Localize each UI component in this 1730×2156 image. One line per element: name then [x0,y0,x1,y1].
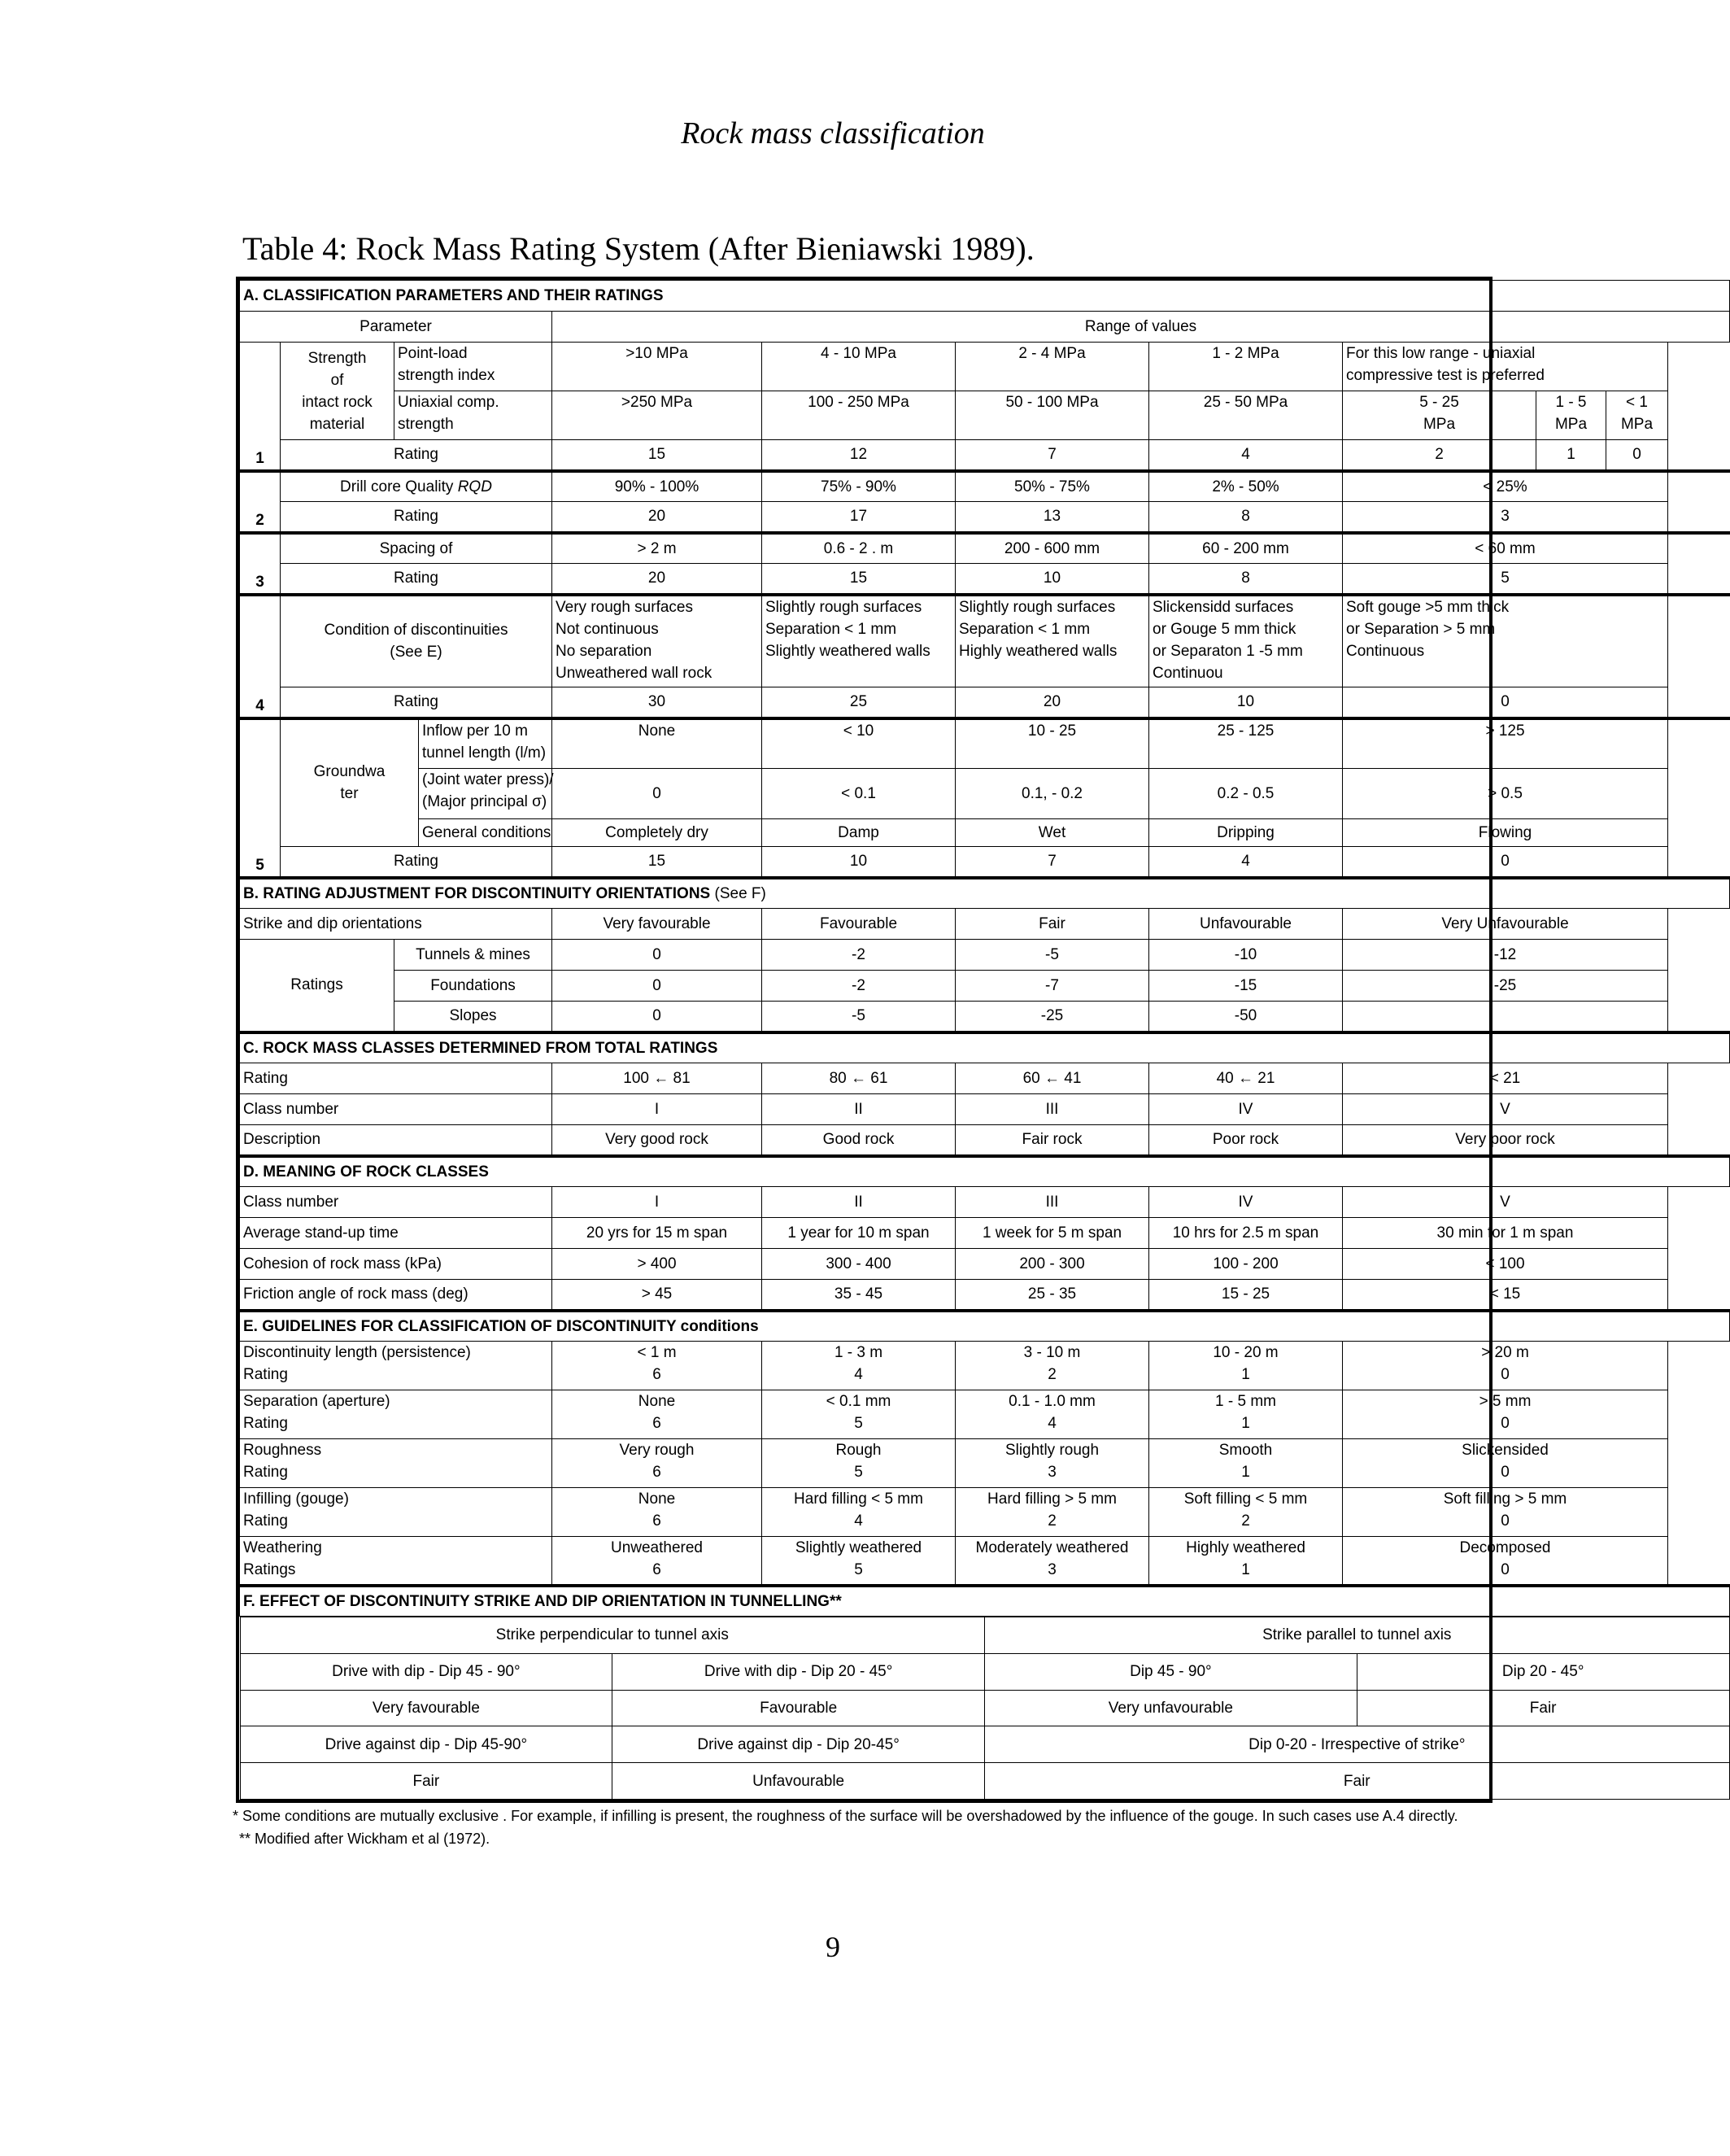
value-cell: Dripping [1149,819,1343,847]
value-cell: 20 [552,502,762,533]
value-cell: -2 [762,971,956,1002]
value-cell: Drive against dip - Dip 45-90° [240,1726,612,1763]
value-cell: 20 yrs for 15 m span [552,1218,762,1249]
parameter-name: Condition of discontinuities (See E) [281,595,552,687]
value-cell: >10 MPa [552,343,762,391]
value-cell: Very good rock [552,1125,762,1156]
value-cell: Hard filling > 5 mm 2 [956,1488,1149,1537]
parameter-number: 3 [240,533,281,595]
running-header: Rock mass classification [681,116,985,151]
value-cell: 0 [552,769,762,819]
value-cell: 25 - 50 MPa [1149,391,1343,440]
value-cell: 10 [956,564,1149,595]
value-cell: 10 [762,847,956,878]
value-cell: Slickensided 0 [1343,1439,1668,1488]
value-cell: Smooth 1 [1149,1439,1343,1488]
table-caption: Table 4: Rock Mass Rating System (After Bieniawski 1989). [242,230,1035,267]
parameter-number: 2 [240,471,281,533]
value-cell: 8 [1149,502,1343,533]
parameter-name: General conditions [419,819,552,847]
value-cell: Very unfavourable [985,1690,1357,1726]
row-label: Friction angle of rock mass (deg) [240,1280,552,1311]
parameter-number: 1 [240,343,281,471]
value-cell: 20 [956,687,1149,718]
value-cell: Dip 20 - 45° [1357,1653,1729,1690]
value-cell: 80 ← 61 [762,1063,956,1094]
value-cell: Drive with dip - Dip 20 - 45° [612,1653,985,1690]
value-cell: I [552,1187,762,1218]
row-label: Roughness Rating [240,1439,552,1488]
row-label: Infilling (gouge) Rating [240,1488,552,1537]
value-cell: 13 [956,502,1149,533]
value-cell: Very rough surfaces Not continuous No separation Unweathered wall rock [552,595,762,687]
value-cell: Favourable [612,1690,985,1726]
row-label: Description [240,1125,552,1156]
value-cell: For this low range - uniaxial compressive test is preferred [1343,343,1668,391]
value-cell: None 6 [552,1390,762,1439]
value-cell: 100 - 250 MPa [762,391,956,440]
value-cell: I [552,1094,762,1125]
value-cell: Damp [762,819,956,847]
rating-cell: 2 [1343,440,1536,471]
value-cell: 8 [1149,564,1343,595]
value-cell: None 6 [552,1488,762,1537]
parameter-number: 5 [240,718,281,878]
value-cell: > 45 [552,1280,762,1311]
value-cell: Good rock [762,1125,956,1156]
value-cell: 15 [762,564,956,595]
value-cell: 5 [1343,564,1668,595]
value-cell: 25 [762,687,956,718]
rating-cell: 4 [1149,440,1343,471]
value-cell: IV [1149,1187,1343,1218]
value-cell: -25 [1343,971,1668,1002]
value-cell: Fair rock [956,1125,1149,1156]
value-cell: 1 - 2 MPa [1149,343,1343,391]
value-cell: Favourable [762,909,956,940]
section-header: F. EFFECT OF DISCONTINUITY STRIKE AND DIP ORIENTATION IN TUNNELLING** [240,1586,1730,1617]
value-cell: 3 [1343,502,1668,533]
value-cell: Slightly rough 3 [956,1439,1149,1488]
column-header: Parameter [240,312,552,343]
column-header: Range of values [552,312,1730,343]
value-cell: Slightly weathered 5 [762,1537,956,1586]
value-cell: < 21 [1343,1063,1668,1094]
rating-label: Rating [281,502,552,533]
parameter-name: Drill core Quality RQD [281,471,552,502]
value-cell: 50 - 100 MPa [956,391,1149,440]
row-label: Class number [240,1094,552,1125]
value-cell: Rough 5 [762,1439,956,1488]
value-cell: 1 - 3 m 4 [762,1342,956,1390]
value-cell [1343,1002,1668,1032]
rating-label: Rating [281,564,552,595]
value-cell: Decomposed 0 [1343,1537,1668,1586]
parameter-name: Inflow per 10 m tunnel length (l/m) [419,718,552,769]
parameter-name: Groundwa ter [281,718,419,847]
value-cell: V [1343,1094,1668,1125]
value-cell: 200 - 300 [956,1249,1149,1280]
value-cell: None [552,718,762,769]
section-header: D. MEANING OF ROCK CLASSES [240,1156,1730,1187]
parameter-name: Strength of intact rock material [281,343,394,440]
value-cell: Completely dry [552,819,762,847]
section-header: B. RATING ADJUSTMENT FOR DISCONTINUITY ORIENTATIONS (See F) [240,878,1730,909]
value-cell: 2 - 4 MPa [956,343,1149,391]
value-cell: 1 week for 5 m span [956,1218,1149,1249]
value-cell: -12 [1343,940,1668,971]
value-cell: 75% - 90% [762,471,956,502]
value-cell: < 25% [1343,471,1668,502]
value-cell: Strike parallel to tunnel axis [985,1617,1730,1654]
value-cell: > 2 m [552,533,762,564]
value-cell: 0.2 - 0.5 [1149,769,1343,819]
rating-cell: 1 [1536,440,1606,471]
value-cell: 50% - 75% [956,471,1149,502]
value-cell: -10 [1149,940,1343,971]
value-cell: 25 - 35 [956,1280,1149,1311]
row-label: Cohesion of rock mass (kPa) [240,1249,552,1280]
value-cell: < 0.1 [762,769,956,819]
value-cell: < 100 [1343,1249,1668,1280]
value-cell: Fair [240,1763,612,1800]
value-cell: 7 [956,847,1149,878]
value-cell: -5 [762,1002,956,1032]
value-cell: > 20 m 0 [1343,1342,1668,1390]
value-cell: Soft filling > 5 mm 0 [1343,1488,1668,1537]
value-cell: < 1 m 6 [552,1342,762,1390]
value-cell: Soft filling < 5 mm 2 [1149,1488,1343,1537]
value-cell: 10 - 25 [956,718,1149,769]
value-cell: 60 - 200 mm [1149,533,1343,564]
parameter-name: Spacing of [281,533,552,564]
value-cell: 100 - 200 [1149,1249,1343,1280]
value-cell: Soft gouge >5 mm thick or Separation > 5 mm Continuous [1343,595,1668,687]
value-cell: 15 - 25 [1149,1280,1343,1311]
value-cell: Slickensidd surfaces or Gouge 5 mm thick or Separaton 1 -5 mm Continuou [1149,595,1343,687]
row-label: Weathering Ratings [240,1537,552,1586]
value-cell: Unfavourable [612,1763,985,1800]
value-cell: II [762,1094,956,1125]
value-cell: 40 ← 21 [1149,1063,1343,1094]
value-cell: 0 [1343,687,1668,718]
value-cell: < 1 MPa [1606,391,1668,440]
value-cell: 90% - 100% [552,471,762,502]
value-cell: Flowing [1343,819,1668,847]
value-cell: < 15 [1343,1280,1668,1311]
value-cell: 1 year for 10 m span [762,1218,956,1249]
value-cell: 4 - 10 MPa [762,343,956,391]
value-cell: Fair [956,909,1149,940]
row-label: Discontinuity length (persistence) Rating [240,1342,552,1390]
value-cell: -50 [1149,1002,1343,1032]
value-cell: Highly weathered 1 [1149,1537,1343,1586]
value-cell: IV [1149,1094,1343,1125]
value-cell: Wet [956,819,1149,847]
section-header: C. ROCK MASS CLASSES DETERMINED FROM TOTAL RATINGS [240,1032,1730,1063]
value-cell: 25 - 125 [1149,718,1343,769]
value-cell: Dip 0-20 - Irrespective of strike° [985,1726,1730,1763]
value-cell: III [956,1187,1149,1218]
value-cell: -7 [956,971,1149,1002]
value-cell: 0.6 - 2 . m [762,533,956,564]
value-cell: 1 - 5 MPa [1536,391,1606,440]
parameter-name: Point-load strength index [394,343,552,391]
value-cell: 0.1, - 0.2 [956,769,1149,819]
parameter-number: 4 [240,595,281,718]
value-cell: III [956,1094,1149,1125]
rating-label: Rating [281,440,552,471]
value-cell: Very favourable [552,909,762,940]
value-cell: Slightly rough surfaces Separation < 1 mm Slightly weathered walls [762,595,956,687]
section-header: A. CLASSIFICATION PARAMETERS AND THEIR RATINGS [240,281,1730,312]
value-cell: Strike perpendicular to tunnel axis [240,1617,985,1654]
value-cell: Unfavourable [1149,909,1343,940]
value-cell: Slightly rough surfaces Separation < 1 mm Highly weathered walls [956,595,1149,687]
value-cell: 2% - 50% [1149,471,1343,502]
rating-cell: 12 [762,440,956,471]
rating-cell: 0 [1606,440,1668,471]
value-cell: Very poor rock [1343,1125,1668,1156]
value-cell: 0 [552,1002,762,1032]
row-label: Foundations [394,971,552,1002]
value-cell: < 10 [762,718,956,769]
value-cell: -25 [956,1002,1149,1032]
row-label: Rating [240,1063,552,1094]
value-cell: Moderately weathered 3 [956,1537,1149,1586]
value-cell: Fair [985,1763,1730,1800]
value-cell: 100 ← 81 [552,1063,762,1094]
value-cell: Dip 45 - 90° [985,1653,1357,1690]
rmr-table [236,277,1654,1803]
value-cell: > 0.5 [1343,769,1668,819]
value-cell: 17 [762,502,956,533]
value-cell: 30 min for 1 m span [1343,1218,1668,1249]
value-cell: 0 [552,940,762,971]
value-cell: -2 [762,940,956,971]
value-cell: 30 [552,687,762,718]
value-cell: 60 ← 41 [956,1063,1149,1094]
value-cell: 10 - 20 m 1 [1149,1342,1343,1390]
value-cell: Drive with dip - Dip 45 - 90° [240,1653,612,1690]
value-cell: 4 [1149,847,1343,878]
rating-label: Rating [281,687,552,718]
value-cell: < 60 mm [1343,533,1668,564]
value-cell: 0 [1343,847,1668,878]
value-cell: -5 [956,940,1149,971]
value-cell: 35 - 45 [762,1280,956,1311]
value-cell: Drive against dip - Dip 20-45° [612,1726,985,1763]
section-f [240,1617,1730,1800]
rating-cell: 7 [956,440,1149,471]
value-cell: > 5 mm 0 [1343,1390,1668,1439]
rating-label: Rating [281,847,552,878]
value-cell: -15 [1149,971,1343,1002]
value-cell: Very favourable [240,1690,612,1726]
row-label: Tunnels & mines [394,940,552,971]
page-number: 9 [826,1931,840,1963]
value-cell: Fair [1357,1690,1729,1726]
row-label: Class number [240,1187,552,1218]
value-cell: II [762,1187,956,1218]
value-cell: > 400 [552,1249,762,1280]
value-cell: 1 - 5 mm 1 [1149,1390,1343,1439]
value-cell: 3 - 10 m 2 [956,1342,1149,1390]
row-label: Separation (aperture) Rating [240,1390,552,1439]
section-header: E. GUIDELINES FOR CLASSIFICATION OF DISCONTINUITY conditions [240,1311,1730,1342]
footnote-2: ** Modified after Wickham et al (1972). [239,1831,490,1847]
value-cell: < 0.1 mm 5 [762,1390,956,1439]
row-label: Slopes [394,1002,552,1032]
ratings-label: Ratings [240,940,394,1032]
value-cell: 200 - 600 mm [956,533,1149,564]
value-cell: 10 hrs for 2.5 m span [1149,1218,1343,1249]
value-cell: 15 [552,847,762,878]
rating-cell: 15 [552,440,762,471]
parameter-name: Uniaxial comp. strength [394,391,552,440]
column-header: Strike and dip orientations [240,909,552,940]
footnote-1: * Some conditions are mutually exclusive . For example, if infilling is present, the roughness of the surface will be overshadowed by the influence of the gouge. In such cases use A.4 directly. [233,1808,1458,1824]
value-cell: Hard filling < 5 mm 4 [762,1488,956,1537]
row-label: Average stand-up time [240,1218,552,1249]
value-cell: Very Unfavourable [1343,909,1668,940]
value-cell: 300 - 400 [762,1249,956,1280]
value-cell: 20 [552,564,762,595]
value-cell: 0 [552,971,762,1002]
value-cell: Unweathered 6 [552,1537,762,1586]
value-cell: 5 - 25 MPa [1343,391,1536,440]
value-cell: 10 [1149,687,1343,718]
parameter-name: (Joint water press)/ (Major principal σ) [419,769,552,819]
value-cell: V [1343,1187,1668,1218]
value-cell: Very rough 6 [552,1439,762,1488]
value-cell: > 125 [1343,718,1668,769]
value-cell: >250 MPa [552,391,762,440]
value-cell: Poor rock [1149,1125,1343,1156]
value-cell: 0.1 - 1.0 mm 4 [956,1390,1149,1439]
